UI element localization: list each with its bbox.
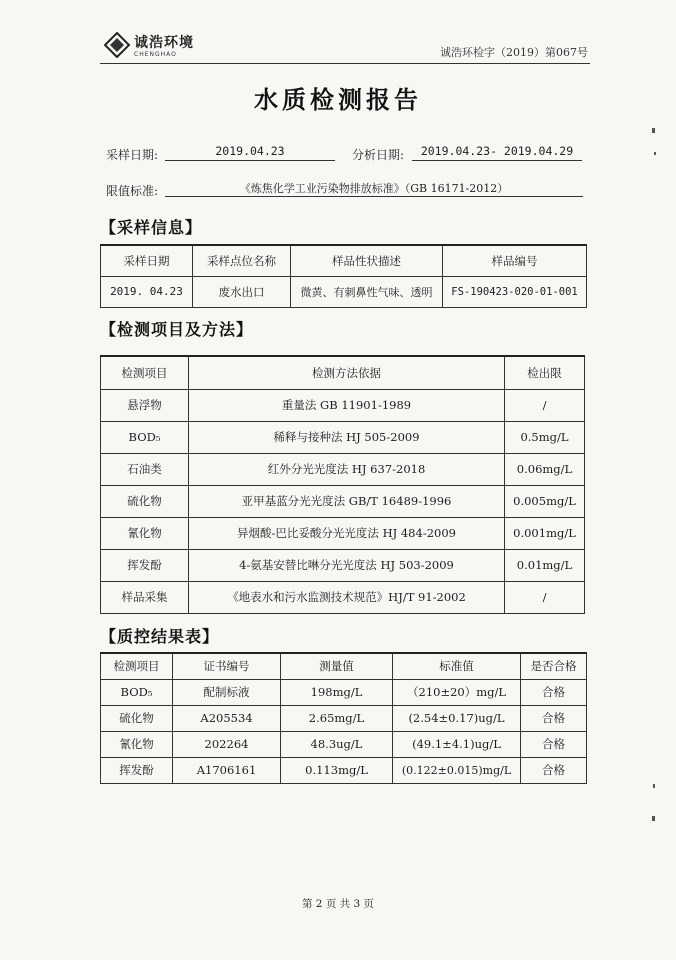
company-logo: [104, 30, 224, 64]
table-cell: 0.113mg/L: [281, 757, 393, 783]
section-qc-title: 【质控结果表】: [100, 627, 220, 646]
sample-date-label: 采样日期:: [106, 148, 159, 162]
methods-table: [100, 355, 585, 614]
table-cell: 重量法 GB 11901-1989: [189, 389, 505, 421]
table-row: [101, 731, 587, 757]
limit-standard-value: 《炼焦化学工业污染物排放标准》（GB 16171-2012）: [165, 180, 583, 197]
table-row: [101, 581, 585, 613]
page-footer: 第 2 页 共 3 页: [301, 898, 375, 910]
table-cell: 硫化物: [101, 485, 189, 517]
document-number: 诚浩环检字（2019）第067号: [440, 46, 588, 59]
section-methods-title: 【检测项目及方法】: [100, 320, 254, 339]
table-header-cell: 证书编号: [173, 653, 281, 679]
analysis-date-label: 分析日期:: [352, 148, 405, 162]
table-cell: 2.65mg/L: [281, 705, 393, 731]
table-cell: 《地表水和污水监测技术规范》HJ/T 91-2002: [189, 581, 505, 613]
section-sampling-title: 【采样信息】: [100, 218, 203, 237]
table-cell: 硫化物: [101, 705, 173, 731]
sampling-table: [100, 244, 587, 308]
table-header-cell: 采样日期: [101, 245, 193, 276]
table-cell: 0.005mg/L: [505, 485, 585, 517]
table-cell: 石油类: [101, 453, 189, 485]
header-rule: [100, 63, 590, 64]
analysis-date-value: 2019.04.23- 2019.04.29: [412, 144, 582, 161]
table-header-cell: 标准值: [393, 653, 521, 679]
table-cell: 样品采集: [101, 581, 189, 613]
table-cell: 红外分光光度法 HJ 637-2018: [189, 453, 505, 485]
table-cell: 0.06mg/L: [505, 453, 585, 485]
scan-speck: [652, 816, 655, 821]
table-cell: 废水出口: [193, 276, 291, 307]
table-cell: 挥发酚: [101, 757, 173, 783]
sample-date-value: 2019.04.23: [165, 144, 335, 161]
table-row: [101, 517, 585, 549]
table-cell: 异烟酸-巴比妥酸分光光度法 HJ 484-2009: [189, 517, 505, 549]
scan-speck: [653, 784, 655, 788]
table-cell: 4-氨基安替比啉分光光度法 HJ 503-2009: [189, 549, 505, 581]
table-cell: BOD₅: [101, 679, 173, 705]
scan-speck: [652, 128, 655, 133]
table-cell: /: [505, 581, 585, 613]
table-row: [101, 485, 585, 517]
table-cell: 合格: [521, 731, 587, 757]
table-cell: 挥发酚: [101, 549, 189, 581]
table-cell: 稀释与接种法 HJ 505-2009: [189, 421, 505, 453]
table-cell: 合格: [521, 705, 587, 731]
table-header-cell: 检测方法依据: [189, 356, 505, 389]
table-cell: 微黄、有刺鼻性气味、透明: [291, 276, 443, 307]
table-cell: (2.54±0.17)ug/L: [393, 705, 521, 731]
table-cell: BOD₅: [101, 421, 189, 453]
table-cell: 48.3ug/L: [281, 731, 393, 757]
table-row: [101, 549, 585, 581]
qc-table: [100, 652, 587, 784]
table-cell: FS-190423-020-01-001: [443, 276, 587, 307]
table-cell: 亚甲基蓝分光光度法 GB/T 16489-1996: [189, 485, 505, 517]
table-cell: 氰化物: [101, 517, 189, 549]
table-cell: 合格: [521, 679, 587, 705]
logo-text-en: CHENGHAO: [134, 51, 177, 58]
table-header-cell: 检测项目: [101, 653, 173, 679]
page-title: 水质检测报告: [254, 85, 422, 114]
logo-mark-icon: [104, 32, 130, 58]
table-cell: 0.5mg/L: [505, 421, 585, 453]
table-header-cell: 检测项目: [101, 356, 189, 389]
table-header-cell: 检出限: [505, 356, 585, 389]
table-row: [101, 421, 585, 453]
table-header-cell: 样品性状描述: [291, 245, 443, 276]
table-row: [101, 679, 587, 705]
table-header-row: [101, 653, 587, 679]
table-cell: 0.01mg/L: [505, 549, 585, 581]
table-header-cell: 样品编号: [443, 245, 587, 276]
logo-text-cn: 诚浩环境: [134, 35, 194, 51]
table-header-row: [101, 356, 585, 389]
limit-standard-label: 限值标准:: [106, 184, 159, 198]
table-header-row: [101, 245, 587, 276]
table-cell: 2019. 04.23: [101, 276, 193, 307]
table-header-cell: 测量值: [281, 653, 393, 679]
table-row: [101, 389, 585, 421]
table-cell: /: [505, 389, 585, 421]
table-cell: 202264: [173, 731, 281, 757]
table-row: [101, 453, 585, 485]
table-cell: A205534: [173, 705, 281, 731]
table-row: [101, 276, 587, 307]
scan-speck: [654, 152, 656, 155]
table-cell: (49.1±4.1)ug/L: [393, 731, 521, 757]
table-cell: （210±20）mg/L: [393, 679, 521, 705]
table-header-cell: 是否合格: [521, 653, 587, 679]
table-row: [101, 757, 587, 783]
table-header-cell: 采样点位名称: [193, 245, 291, 276]
table-cell: 悬浮物: [101, 389, 189, 421]
table-cell: 198mg/L: [281, 679, 393, 705]
table-row: [101, 705, 587, 731]
table-cell: 配制标液: [173, 679, 281, 705]
table-cell: 0.001mg/L: [505, 517, 585, 549]
table-cell: (0.122±0.015)mg/L: [393, 757, 521, 783]
table-cell: 氰化物: [101, 731, 173, 757]
table-cell: 合格: [521, 757, 587, 783]
table-cell: A1706161: [173, 757, 281, 783]
